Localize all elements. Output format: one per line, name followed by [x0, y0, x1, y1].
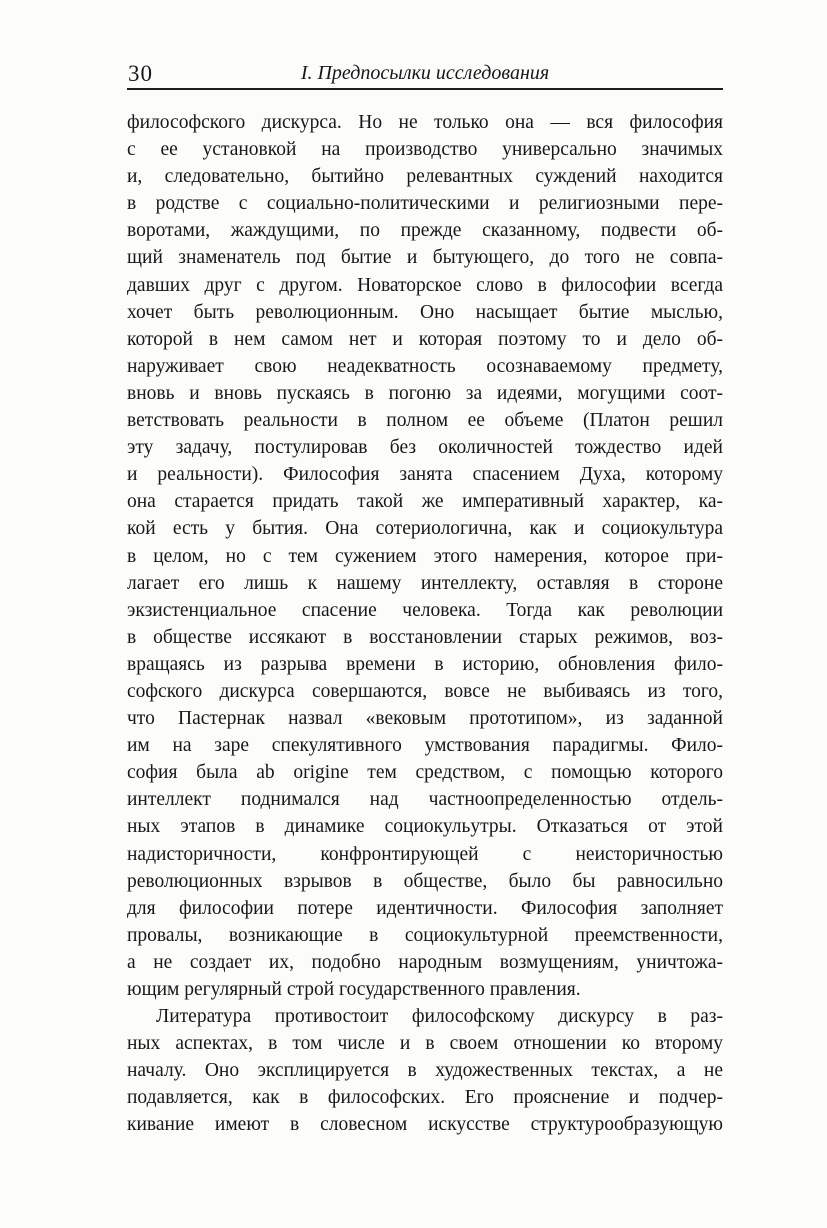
- text-line: надисторичности, конфронтирующей с неисторичностью: [127, 843, 723, 865]
- text-line: провалы, возникающие в социокультурной преемственности,: [127, 924, 723, 946]
- text-line: лагает его лишь к нашему интеллекту, оставляя в стороне: [127, 572, 723, 594]
- page-header: [127, 54, 723, 90]
- paragraph: [127, 1003, 723, 1138]
- text-line: что Пастернак назвал «вековым прототипом», из заданной: [127, 708, 723, 730]
- text-line: хочет быть революционным. Оно насыщает бытие мыслью,: [127, 301, 723, 323]
- text-line: философского дискурса. Но не только она — вся философия: [127, 112, 723, 133]
- running-header: I. Предпосылки исследования: [300, 62, 550, 84]
- text-line: началу. Оно эксплицируется в художественных текстах, а не: [127, 1060, 723, 1082]
- text-line: софия была ab origine тем средством, с помощью которого: [127, 762, 723, 784]
- text-line: экзистенциальное спасение человека. Тогда как революции: [127, 599, 723, 621]
- text-line: а не создает их, подобно народным возмущениям, уничтожа-: [127, 951, 723, 973]
- text-line: наруживает свою неадекватность осознаваемому предмету,: [127, 355, 723, 377]
- text-line: им на заре спекулятивного умствования парадигмы. Фило-: [127, 735, 723, 757]
- text-line: для философии потере идентичности. Философия заполняет: [127, 897, 723, 919]
- text-line: и, следовательно, бытийно релевантных суждений находится: [127, 166, 723, 188]
- text-line: и реальности). Философия занята спасением Духа, которому: [127, 464, 723, 486]
- text-line: воротами, жаждущими, по прежде сказанному, подвести об-: [127, 220, 723, 242]
- text-line: ветствовать реальности в полном ее объеме (Платон решил: [127, 410, 723, 432]
- text-line: щий знаменатель под бытие и бытующего, до того не совпа-: [127, 247, 723, 269]
- text-line: она старается придать такой же императивный характер, ка-: [127, 491, 723, 513]
- page-number: 30: [128, 61, 153, 86]
- text-line: в родстве с социально-политическими и религиозными пере-: [127, 193, 723, 215]
- text-line: ющим регулярный строй государственного правления.: [127, 979, 581, 1000]
- text-line: кой есть у бытия. Она сотериологична, как и социокультура: [127, 518, 723, 540]
- text-line: революционных взрывов в обществе, было бы равносильно: [127, 870, 723, 892]
- text-line: софского дискурса совершаются, вовсе не выбиваясь из того,: [127, 680, 723, 702]
- text-line: интеллект поднимался над частноопределенностью отдель-: [127, 789, 723, 811]
- text-line: кивание имеют в словесном искусстве структурообразующую: [127, 1114, 723, 1136]
- text-line: которой в нем самом нет и которая поэтому то и дело об-: [127, 328, 723, 350]
- text-line: ных аспектах, в том числе и в своем отношении ко второму: [127, 1033, 723, 1055]
- paragraph: [127, 109, 723, 1003]
- text-line: Литература противостоит философскому дискурсу в раз-: [156, 1006, 723, 1028]
- text-line: в целом, но с тем сужением этого намерения, которое при-: [127, 545, 723, 567]
- text-line: с ее установкой на производство универсально значимых: [127, 139, 723, 161]
- text-line: вновь и вновь пускаясь в погоню за идеями, могущими соот-: [127, 382, 723, 404]
- text-line: в обществе иссякают в восстановлении старых режимов, воз-: [127, 626, 723, 648]
- text-block: [127, 109, 723, 1139]
- text-line: эту задачу, постулировав без околичностей тождество идей: [127, 437, 723, 459]
- text-line: подавляется, как в философских. Его прояснение и подчер-: [127, 1087, 723, 1109]
- text-line: вращаясь из разрыва времени в историю, обновления фило-: [127, 653, 723, 675]
- text-line: давших друг с другом. Новаторское слово в философии всегда: [127, 274, 723, 296]
- text-line: ных этапов в динамике социокульутры. Отказаться от этой: [127, 816, 723, 838]
